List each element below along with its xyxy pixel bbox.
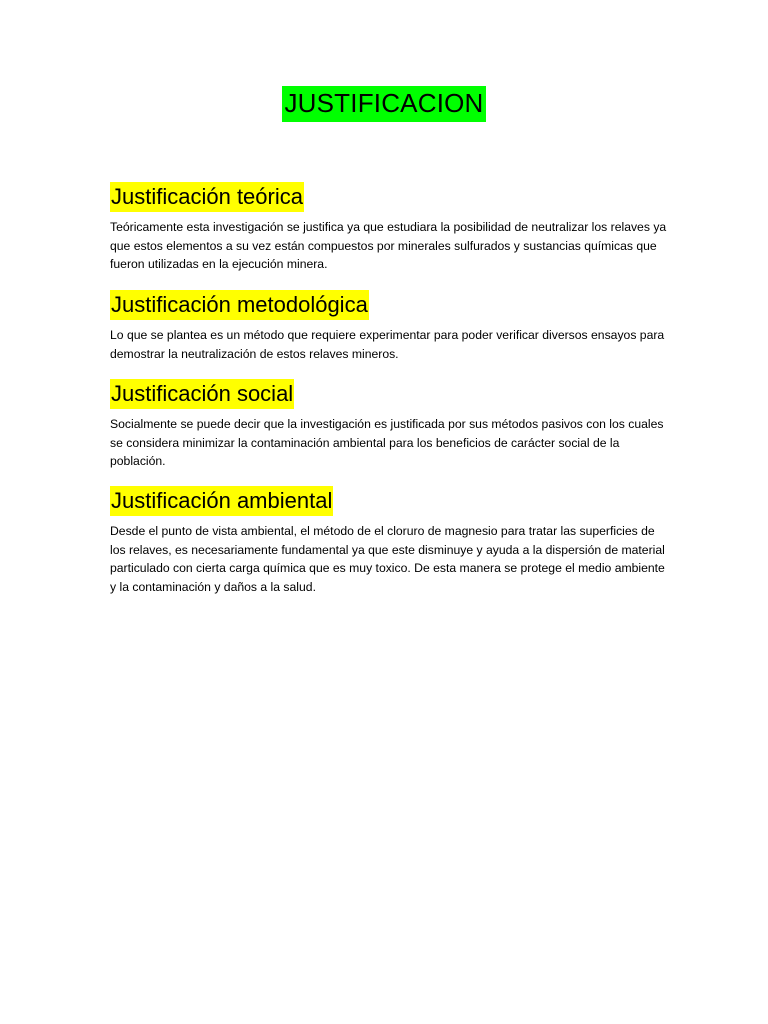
section-theoretical [110, 182, 670, 274]
section-paragraph: Desde el punto de vista ambiental, el método de el cloruro de magnesio para tratar las superficies de los relaves, es necesariamente fundamental ya que este disminuye y ayuda a la dispersión de material particulado con cierta carga química que es muy toxico. De esta manera se protege el medio ambiente y la contaminación y daños a la salud. [110, 524, 665, 594]
section-heading: Justificación social [110, 379, 294, 409]
section-paragraph: Teóricamente esta investigación se justifica ya que estudiara la posibilidad de neutralizar los relaves ya que estos elementos a su vez están compuestos por minerales sulfurados y sustancias químicas que fueron utilizadas en la ejecución minera. [110, 220, 667, 271]
section-heading: Justificación metodológica [110, 290, 369, 320]
section-heading: Justificación teórica [110, 182, 304, 212]
title-container [0, 86, 768, 122]
document-title: JUSTIFICACION [282, 86, 485, 122]
section-environmental [110, 486, 670, 596]
section-methodological [110, 290, 670, 363]
section-paragraph: Socialmente se puede decir que la investigación es justificada por sus métodos pasivos con los cuales se considera minimizar la contaminación ambiental para los beneficios de carácter social de la población. [110, 417, 664, 468]
section-heading: Justificación ambiental [110, 486, 333, 516]
section-paragraph: Lo que se plantea es un método que requiere experimentar para poder verificar diversos ensayos para demostrar la neutralización de estos relaves mineros. [110, 328, 665, 361]
section-social [110, 379, 670, 471]
